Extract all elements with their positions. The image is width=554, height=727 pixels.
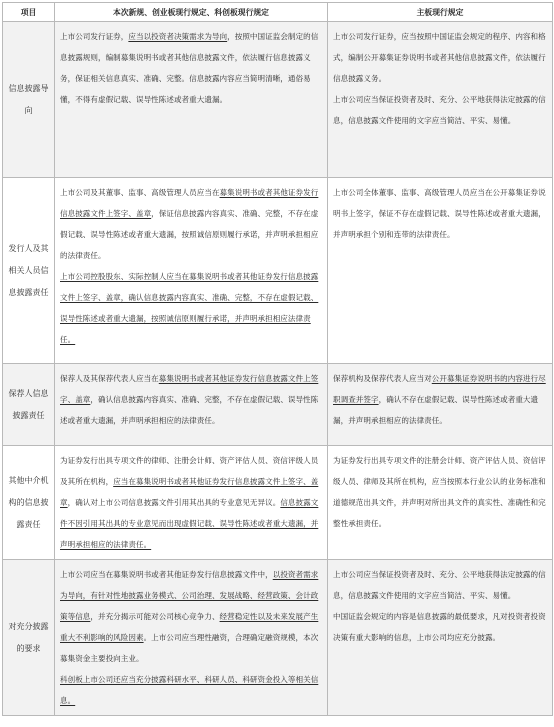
text-run: 上市公司应当保证投资者及时、充分、公平地获得法定披露的信息，信息披露文件使用的文字应当简洁、平实、易懂。 <box>333 570 546 600</box>
underlined-text: 经营稳定性以及未来发展产生重大不利影响的风险因素 <box>60 612 319 642</box>
underlined-text: 应当以投资者决策需求为导向 <box>128 32 228 41</box>
text-run: ，保证信息披露内容真实、准确、完整，不存在虚假记载、误导性陈述或者重大遗漏，按照诚信原则履行承诺，并声明承担相应的法律责任。 <box>60 209 319 260</box>
new-rules-paragraph <box>60 368 322 431</box>
row-category: 对充分披露的要求 <box>3 560 55 716</box>
comparison-table <box>2 2 553 716</box>
text-run: 上市公司发行证券， <box>60 32 129 41</box>
main-rules-paragraph <box>333 368 547 431</box>
header-new-rules: 本次新规、创业板现行规定、科创板现行规定 <box>55 3 328 22</box>
new-rules-paragraph <box>60 182 322 266</box>
text-run: 为证券发行出具专项文件的注册会计师、资产评估人员、资信评级人员、律师及其所在机构，应当按照本行业公认的业务标准和道德规范出具文件，并声明对所出具文件的真实性、准确性和完整性承担责任。 <box>333 456 546 528</box>
row-category: 其他中介机构的信息披露责任 <box>3 446 55 560</box>
header-item: 项目 <box>3 3 55 22</box>
text-run: 。上市公司应当理性融资，合理确定融资规模，本次募集资金主要投向主业。 <box>60 633 319 663</box>
main-rules-cell <box>328 560 553 716</box>
text-run: 保荐机构及保荐代表人应当对 <box>333 374 432 383</box>
underlined-text: 募集说明书或者其他证券发行信息披露文件上签字、盖章 <box>60 374 319 404</box>
new-rules-paragraph <box>60 450 322 555</box>
underlined-text: 公开募集证券说明书的内容进行尽职调查并签字 <box>333 374 546 404</box>
main-rules-cell <box>328 178 553 364</box>
text-run: 为证券发行出具专项文件的律师、注册会计师、资产评估人员、资信评级人员及其所在机构， <box>60 456 319 486</box>
text-run: 上市公司全体董事、监事、高级管理人员应当在公开募集证券说明书上签字，保证不存在虚假记载、误导性陈述或者重大遗漏，并声明承担个别和连带的法律责任。 <box>333 188 546 239</box>
new-rules-cell <box>55 446 328 560</box>
header-main-rules: 主板现行规定 <box>328 3 553 22</box>
main-rules-paragraph <box>333 606 547 648</box>
text-run: ，并充分揭示可能对公司核心竞争力、 <box>90 612 220 621</box>
new-rules-cell <box>55 22 328 178</box>
table-row <box>3 178 553 364</box>
text-run: 上市公司发行证券，应当按照中国证监会规定的程序、内容和格式，编制公开募集证券说明书或者其他信息披露文件，依法履行信息披露义务。 <box>333 32 546 83</box>
text-run: 上市公司及其董事、监事、高级管理人员应当在 <box>60 188 220 197</box>
new-rules-cell <box>55 178 328 364</box>
text-run: 保荐人及其保荐代表人应当在 <box>60 374 159 383</box>
text-run: 上市公司应当保证投资者及时、充分、公平地获得法定披露的信息，信息披露文件使用的文字应当简洁、平实、易懂。 <box>333 95 546 125</box>
underlined-text: 科创板上市公司还应当充分披露科研水平、科研人员、科研资金投入等相关信息。 <box>60 675 319 705</box>
main-rules-cell <box>328 446 553 560</box>
underlined-text: 上市公司控股股东、实际控制人应当在募集说明书或者其他证券发行信息披露文件上签字、盖章，确认信息披露内容真实、准确、完整，不存在虚假记载、误导性陈述或者重大遗漏，按照诚信原则履行承诺，并声明承担相应法律责任。 <box>60 272 319 344</box>
table-row <box>3 22 553 178</box>
table-row <box>3 364 553 446</box>
new-rules-cell <box>55 364 328 446</box>
row-category: 信息披露导向 <box>3 22 55 178</box>
main-rules-paragraph <box>333 89 547 131</box>
row-category: 发行人及其相关人员信息披露责任 <box>3 178 55 364</box>
table-row <box>3 560 553 716</box>
new-rules-paragraph <box>60 266 322 350</box>
underlined-text: 信息披露文件不因引用其出具的专业意见而出现虚假记载、误导性陈述或者重大遗漏，并声明承担相应的法律责任。 <box>60 498 319 549</box>
underlined-text: 应当在募集说明书或者其他证券发行信息披露文件上签字、盖章 <box>60 477 319 507</box>
row-category: 保荐人信息披露责任 <box>3 364 55 446</box>
table-row <box>3 446 553 560</box>
new-rules-paragraph <box>60 564 322 669</box>
text-run: 上市公司应当在募集说明书或者其他证券发行信息披露文件中， <box>60 570 273 579</box>
underlined-text: 募集说明书或者其他证券发行信息披露文件上签字、盖章 <box>60 188 319 218</box>
text-run: ，按照中国证监会制定的信息披露规则，编制募集说明书或者其他信息披露文件，依法履行信息披露义务，保证相关信息真实、准确、完整。信息披露内容应当简明清晰，通俗易懂，不得有虚假记载、误导性陈述或者重大遗漏。 <box>60 32 319 104</box>
text-run: ，确认不存在虚假记载、误导性陈述或者重大遗漏，并声明承担相应的法律责任。 <box>333 395 539 425</box>
underlined-text: 以投资者需求为导向，有针对性地披露业务模式、公司治理、发展战略、经营政策、会计政策等信息 <box>60 570 319 621</box>
main-rules-paragraph <box>333 564 547 606</box>
text-run: 中国证监会规定的内容是信息披露的最低要求，凡对投资者投资决策有重大影响的信息，上市公司均应充分披露。 <box>333 612 546 642</box>
header-row <box>3 3 553 22</box>
text-run: ，确认对上市公司信息披露文件引用其出具的专业意见无异议。 <box>67 498 281 507</box>
main-rules-paragraph <box>333 182 547 245</box>
new-rules-paragraph <box>60 669 322 711</box>
new-rules-paragraph <box>60 26 322 110</box>
new-rules-cell <box>55 560 328 716</box>
main-rules-cell <box>328 364 553 446</box>
main-rules-paragraph <box>333 26 547 89</box>
main-rules-cell <box>328 22 553 178</box>
main-rules-paragraph <box>333 450 547 534</box>
text-run: ，确认信息披露内容真实、准确、完整，不存在虚假记载、误导性陈述或者重大遗漏，并声明承担相应的法律责任。 <box>60 395 319 425</box>
